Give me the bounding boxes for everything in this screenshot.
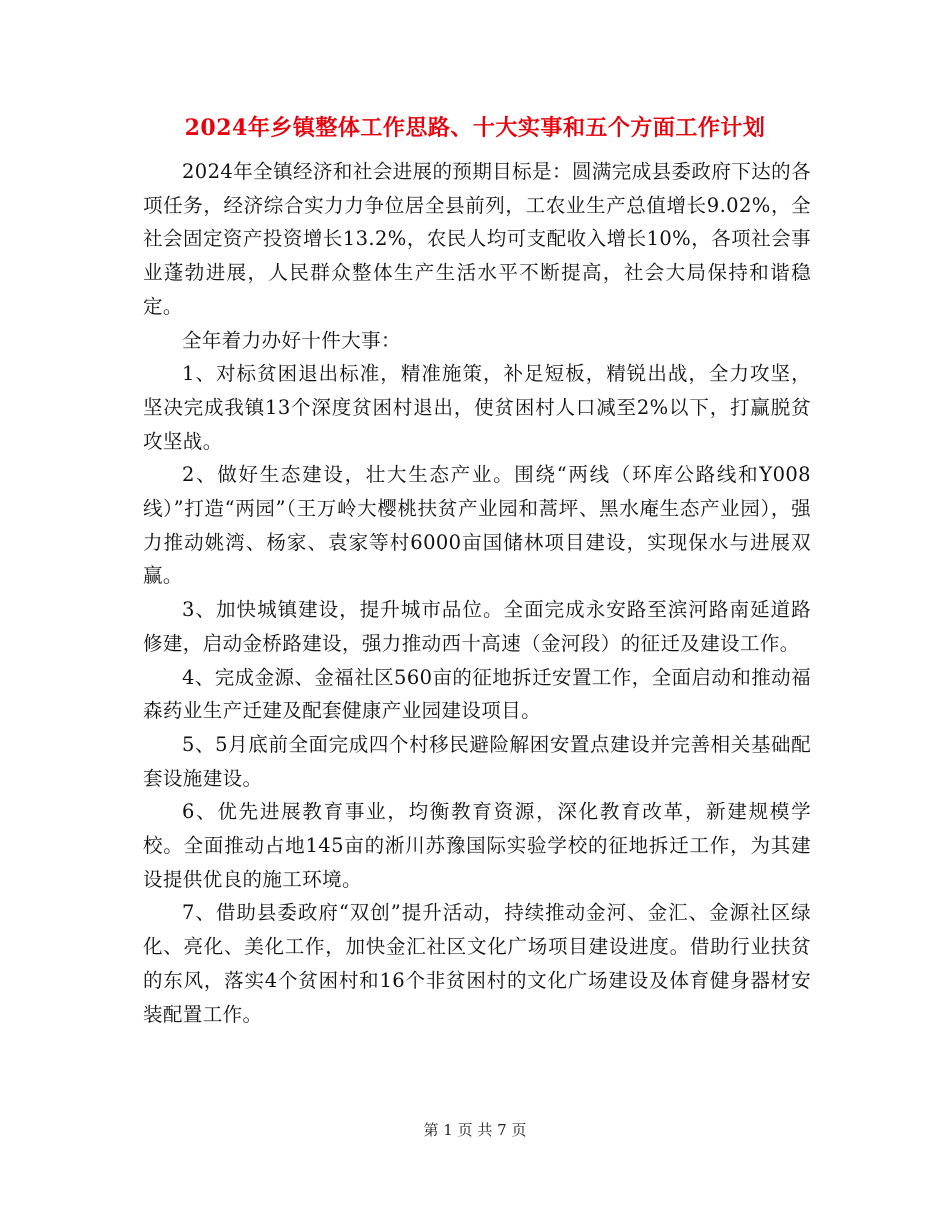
- document-title: 2024年乡镇整体工作思路、十大实事和五个方面工作计划: [184, 115, 766, 141]
- paragraph-task-6: 6、优先进展教育事业，均衡教育资源，深化教育改革，新建规模学校。全面推动占地145亩的淅川苏豫国际实验学校的征地拆迁工作，为其建设提供优良的施工环境。: [143, 800, 811, 891]
- paragraph-task-4: 4、完成金源、金福社区560亩的征地拆迁安置工作，全面启动和推动福森药业生产迁建及配套健康产业园建设项目。: [143, 665, 811, 723]
- paragraph-task-3: 3、加快城镇建设，提升城市品位。全面完成永安路至滨河路南延道路修建，启动金桥路建设，强力推动西十高速（金河段）的征迁及建设工作。: [143, 598, 811, 655]
- paragraph-task-1: 1、对标贫困退出标准，精准施策，补足短板，精锐出战，全力攻坚，坚决完成我镇13个深度贫困村退出，使贫困村人口减至2%以下，打赢脱贫攻坚战。: [143, 362, 811, 453]
- document-body: [143, 155, 811, 1031]
- paragraph-goals: 2024年全镇经济和社会进展的预期目标是：圆满完成县委政府下达的各项任务，经济综合实力力争位居全县前列，工农业生产总值增长9.02%，全社会固定资产投资增长13.2%，农民人均可支配收入增长10%，各项社会事业蓬勃进展，人民群众整体生产生活水平不断提高，社会大局保持和谐稳定。: [143, 160, 811, 318]
- paragraph-ten-tasks-intro: 全年着力办好十件大事：: [182, 328, 401, 352]
- page-number-footer: 第 1 页 共 7 页: [423, 1121, 527, 1139]
- paragraph-task-5: 5、5月底前全面完成四个村移民避险解困安置点建设并完善相关基础配套设施建设。: [143, 732, 811, 790]
- paragraph-task-2: 2、做好生态建设，壮大生态产业。围绕“两线（环库公路线和Y008线）”打造“两园”（王万岭大樱桃扶贫产业园和蒿坪、黑水庵生态产业园），强力推动姚湾、杨家、袁家等村6000亩国储林项目建设，实现保水与进展双赢。: [143, 463, 811, 588]
- paragraph-task-7: 7、借助县委政府“双创”提升活动，持续推动金河、金汇、金源社区绿化、亮化、美化工作，加快金汇社区文化广场项目建设进度。借助行业扶贫的东风，落实4个贫困村和16个非贫困村的文化广场建设及体育健身器材安装配置工作。: [143, 901, 811, 1026]
